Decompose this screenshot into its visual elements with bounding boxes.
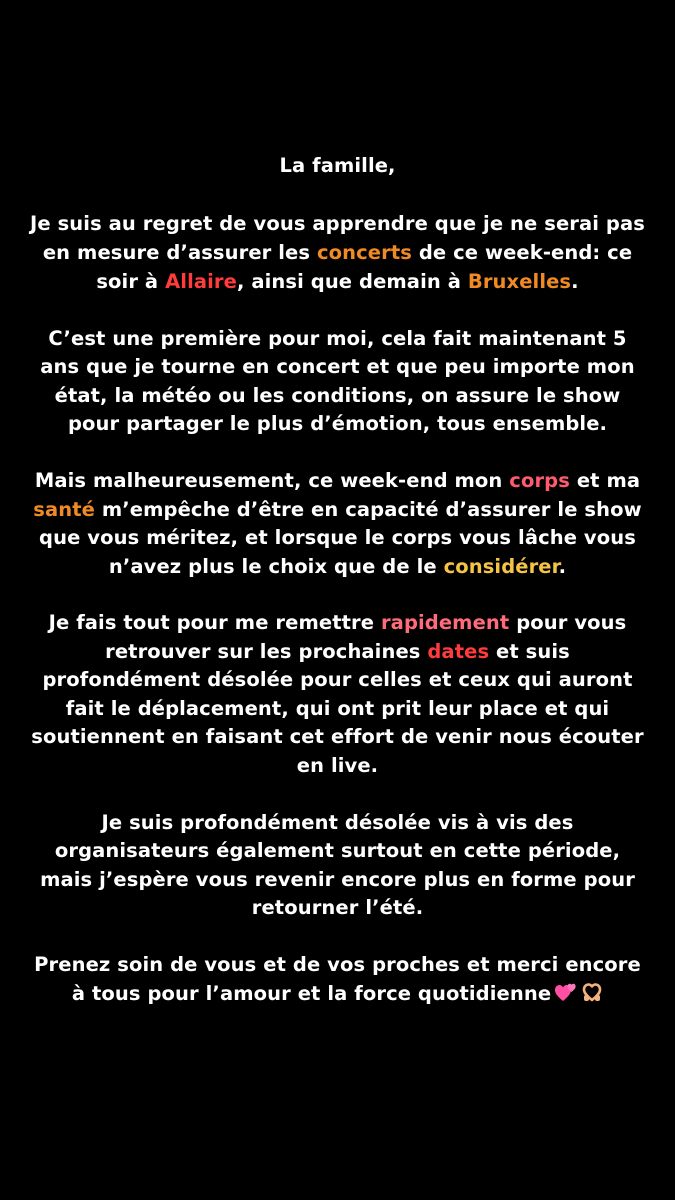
p5-line-3: mais j’espère vous revenir encore plus en forme pour [40, 868, 635, 891]
p1-line-2 [0, 239, 675, 268]
text-segment: , ainsi que demain à [236, 270, 468, 293]
highlight-sante: santé [33, 498, 95, 521]
p1-line-1: Je suis au regret de vous apprendre que je ne serai pas [30, 212, 645, 235]
p6-line-1: Prenez soin de vous et de vos proches et merci encore [34, 953, 641, 976]
heart-hands-icon [581, 981, 603, 1003]
text-segment: soir à [96, 270, 166, 293]
text-segment: à tous pour l’amour et la force quotidienne [71, 982, 552, 1005]
text-segment: retrouver sur les prochaines [105, 640, 428, 663]
p4-line-6: en live. [296, 754, 379, 777]
text-segment: . [571, 270, 579, 293]
p3-line-1 [0, 467, 675, 496]
p4-line-1 [0, 609, 675, 638]
highlight-dates: dates [427, 640, 490, 663]
highlight-allaire: Allaire [165, 270, 237, 293]
highlight-bruxelles: Bruxelles [467, 270, 572, 293]
text-segment: de ce week-end: ce [411, 241, 633, 264]
greeting: La famille, [279, 154, 396, 177]
p4-line-4: fait le déplacement, qui ont prit leur place et qui [65, 697, 610, 720]
p6-line-2 [0, 980, 675, 1009]
highlight-considerer: considérer [443, 555, 559, 578]
text-segment: . [558, 555, 567, 578]
text-segment: Je fais tout pour me remettre [48, 611, 381, 634]
text-segment: n’avez plus le choix que de le [108, 555, 444, 578]
text-segment: et ma [569, 469, 641, 492]
text-segment: pour vous [509, 611, 627, 634]
p4-line-3: profondément désolée pour celles et ceux qui auront [42, 668, 633, 691]
p3-line-2 [0, 496, 675, 525]
highlight-corps: corps [509, 469, 570, 492]
p2-line-2: ans que je tourne en concert et que peu importe mon [40, 355, 635, 378]
p2-line-3: état, la météo ou les conditions, on assure le show [54, 384, 621, 407]
p3-line-4 [0, 553, 675, 582]
text-segment: en mesure d’assurer les [42, 241, 317, 264]
text-segment: et suis [489, 640, 570, 663]
p4-line-2 [0, 638, 675, 667]
text-segment: Mais malheureusement, ce week-end mon [34, 469, 510, 492]
p3-line-3: que vous méritez, et lorsque le corps vous lâche vous [39, 526, 636, 549]
p5-line-4: retourner l’été. [251, 896, 424, 919]
highlight-concerts: concerts [316, 241, 412, 264]
p5-line-2: organisateurs également surtout en cette période, [54, 839, 621, 862]
p2-line-4: pour partager le plus d’émotion, tous ensemble. [67, 412, 608, 435]
p2-line-1: C’est une première pour moi, cela fait maintenant 5 [48, 327, 627, 350]
p1-line-3 [0, 268, 675, 297]
p5-line-1: Je suis profondément désolée vis à vis des [101, 811, 574, 834]
highlight-rapidement: rapidement [380, 611, 510, 634]
two-hearts-icon [555, 981, 577, 1003]
p4-line-5: soutiennent en faisant cet effort de venir nous écouter [31, 725, 644, 748]
text-segment: m’empêche d’être en capacité d’assurer le show [94, 498, 642, 521]
